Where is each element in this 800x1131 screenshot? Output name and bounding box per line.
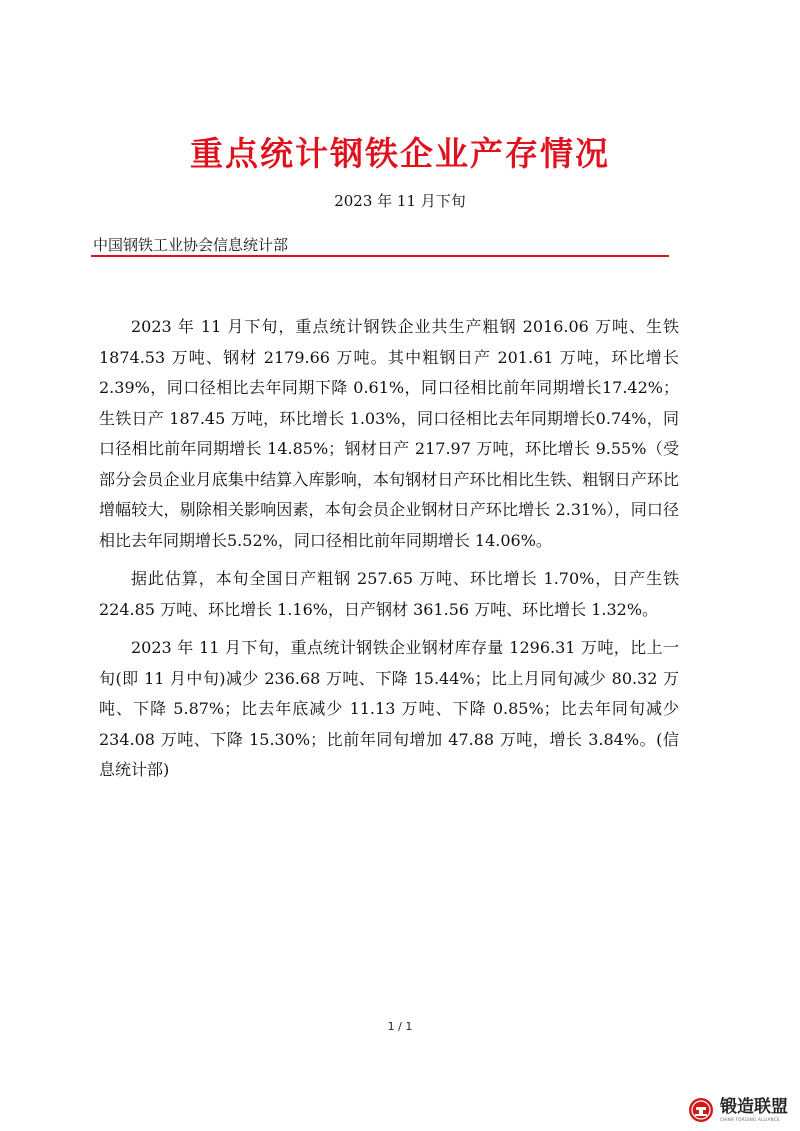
document-date: 2023 年 11 月下旬 [334,192,466,210]
issuing-organization: 中国钢铁工业协会信息统计部 [93,236,289,254]
document-body [99,312,679,794]
paragraph-national-estimate: 据此估算，本旬全国日产粗钢 257.65 万吨、环比增长 1.70%，日产生铁 224.85 万吨、环比增长 1.16%，日产钢材 361.56 万吨、环比增长 1.32%。 [99,569,679,619]
paragraph-inventory: 2023 年 11 月下旬，重点统计钢铁企业钢材库存量 1296.31 万吨，比上一旬(即 11 月中旬)减少 236.68 万吨、下降 15.44%；比上月同旬减少 80.32 万吨、下降 5.87%；比去年底减少 11.13 万吨、下降 0.85%；比去年同旬减少 234.08 万吨、下降 15.30%；比前年同旬增加 47.88 万吨，增长 3.84%。(信息统计部) [99,638,679,779]
paragraph-production: 2023 年 11 月下旬，重点统计钢铁企业共生产粗钢 2016.06 万吨、生铁 1874.53 万吨、钢材 2179.66 万吨。其中粗钢日产 201.61 万吨，环比增长 2.39%，同口径相比去年同期下降 0.61%，同口径相比前年同期增长17.42%；生铁日产 187.45 万吨，环比增长 1.03%，同口径相比去年同期增长0.74%，同口径相比前年同期增长 14.85%；钢材日产 217.97 万吨，环比增长 9.55%（受部分会员企业月底集中结算入库影响，本旬钢材日产环比相比生铁、粗钢日产环比增幅较大，剔除相关影响因素，本旬会员企业钢材日产环比增长 2.31%），同口径相比去年同期增长5.52%，同口径相比前年同期增长 14.06%。 [99,317,679,550]
header-divider [91,255,669,257]
document-title: 重点统计钢铁企业产存情况 [190,134,610,173]
forging-alliance-logo-icon [688,1097,714,1123]
watermark-subtext: CHINA FORGING ALLIANCE [720,1116,780,1122]
watermark [688,1097,788,1123]
watermark-name: 锻造联盟 [720,1096,788,1117]
page-number: 1 / 1 [387,1020,413,1033]
